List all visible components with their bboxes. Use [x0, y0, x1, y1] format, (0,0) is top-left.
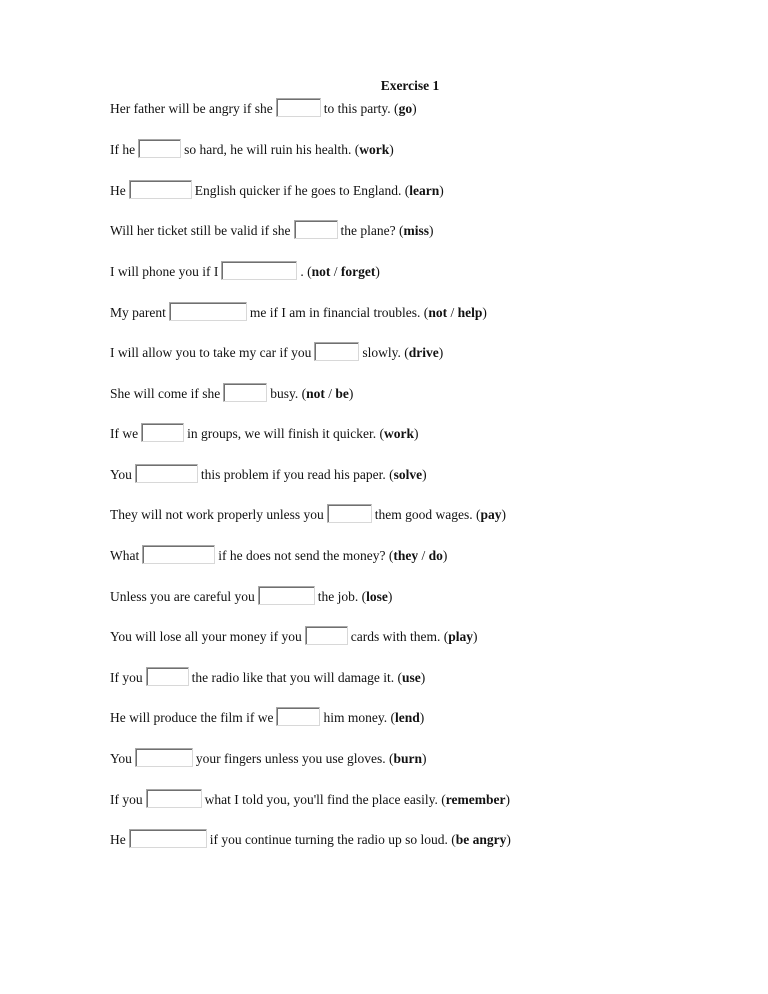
sentence-text-after: cards with them. (play) [350, 629, 478, 644]
sentence-text-before: My parent [110, 305, 166, 320]
verb-hint: be [335, 386, 349, 401]
sentence-text-before: You will lose all your money if you [110, 629, 302, 644]
answer-input[interactable] [223, 383, 267, 402]
sentence-text-before: What [110, 548, 140, 563]
sentence-text-after: English quicker if he goes to England. (learn) [194, 183, 444, 198]
answer-input[interactable] [258, 586, 315, 605]
answer-input[interactable] [276, 707, 320, 726]
sentence-text-after: this problem if you read his paper. (solve) [200, 467, 427, 482]
sentence-text-before: If he [110, 142, 136, 157]
sentence-text-after: if you continue turning the radio up so loud. (be angry) [209, 832, 511, 847]
verb-hint: lose [366, 589, 388, 604]
verb-hint: not [311, 264, 331, 279]
sentence-text-before: If you [110, 670, 143, 685]
sentence-text-after: them good wages. (pay) [374, 507, 506, 522]
answer-input[interactable] [276, 98, 321, 117]
sentence-line [110, 258, 380, 282]
verb-hint: lend [394, 710, 420, 725]
verb-hint: help [457, 305, 483, 320]
verb-hint: learn [409, 183, 440, 198]
verb-hint: burn [393, 751, 423, 766]
verb-hint: play [448, 629, 473, 644]
sentence-text-after: the radio like that you will damage it. (use) [191, 670, 426, 685]
sentence-text-after: if he does not send the money? (they / do) [218, 548, 448, 563]
sentence-line [110, 339, 443, 363]
sentence-text-before: He will produce the film if we [110, 710, 274, 725]
sentence-text-before: I will allow you to take my car if you [110, 345, 312, 360]
sentence-text-after: so hard, he will ruin his health. (work) [184, 142, 394, 157]
answer-input[interactable] [314, 342, 359, 361]
sentence-text-before: He [110, 832, 126, 847]
answer-input[interactable] [129, 829, 207, 848]
sentence-line [110, 664, 425, 688]
sentence-text-before: He [110, 183, 126, 198]
verb-hint: drive [408, 345, 439, 360]
verb-hint: go [398, 101, 413, 116]
sentence-text-after: him money. (lend) [323, 710, 425, 725]
answer-input[interactable] [142, 545, 215, 564]
sentence-line [110, 177, 444, 201]
sentence-line [110, 217, 434, 241]
sentence-text-after: me if I am in financial troubles. (not / help) [249, 305, 487, 320]
answer-input[interactable] [135, 464, 198, 483]
exercise-title: Exercise 1 [380, 78, 440, 93]
answer-input[interactable] [146, 667, 189, 686]
sentence-line [110, 704, 424, 728]
verb-hint: not [306, 386, 325, 401]
sentence-text-after: . (not / forget) [300, 264, 380, 279]
answer-input[interactable] [146, 789, 202, 808]
verb-hint: solve [393, 467, 423, 482]
sentence-line [110, 786, 510, 810]
sentence-text-after: the plane? (miss) [340, 223, 434, 238]
sentence-text-before: If you [110, 792, 143, 807]
sentence-line [110, 95, 417, 119]
sentence-line [110, 136, 394, 160]
sentence-text-before: I will phone you if I [110, 264, 219, 279]
sentence-line [110, 745, 427, 769]
answer-input[interactable] [221, 261, 297, 280]
sentence-line [110, 299, 487, 323]
answer-input[interactable] [135, 748, 193, 767]
sentence-text-before: Her father will be angry if she [110, 101, 273, 116]
verb-hint: forget [340, 264, 376, 279]
sentence-text-before: You [110, 467, 132, 482]
verb-hint: remember [445, 792, 506, 807]
answer-input[interactable] [294, 220, 338, 239]
answer-input[interactable] [327, 504, 372, 523]
verb-hint: miss [403, 223, 430, 238]
sentence-line [110, 542, 447, 566]
sentence-text-after: what I told you, you'll find the place easily. (remember) [204, 792, 510, 807]
answer-input[interactable] [129, 180, 192, 199]
sentence-line [110, 461, 427, 485]
sentence-line [110, 623, 478, 647]
verb-hint: pay [480, 507, 502, 522]
sentence-text-before: You [110, 751, 132, 766]
sentence-text-after: to this party. (go) [323, 101, 417, 116]
sentence-text-before: Will her ticket still be valid if she [110, 223, 291, 238]
verb-hint: they [393, 548, 419, 563]
sentence-line [110, 583, 392, 607]
sentence-line [110, 380, 353, 404]
verb-hint: not [428, 305, 448, 320]
sentence-text-after: slowly. (drive) [362, 345, 444, 360]
verb-hint: work [359, 142, 390, 157]
sentence-text-after: your fingers unless you use gloves. (burn) [195, 751, 427, 766]
sentence-text-after: the job. (lose) [317, 589, 393, 604]
sentence-line [110, 826, 511, 850]
sentence-text-before: They will not work properly unless you [110, 507, 324, 522]
verb-hint: use [401, 670, 421, 685]
sentence-text-before: If we [110, 426, 139, 441]
answer-input[interactable] [305, 626, 348, 645]
verb-hint: be angry [455, 832, 507, 847]
verb-hint: work [383, 426, 414, 441]
sentence-text-before: Unless you are careful you [110, 589, 255, 604]
sentence-text-before: She will come if she [110, 386, 221, 401]
sentence-line [110, 420, 418, 444]
verb-hint: do [428, 548, 443, 563]
answer-input[interactable] [141, 423, 184, 442]
sentence-text-after: in groups, we will finish it quicker. (work) [187, 426, 419, 441]
answer-input[interactable] [138, 139, 181, 158]
sentence-text-after: busy. (not / be) [270, 386, 354, 401]
sentence-line [110, 501, 506, 525]
answer-input[interactable] [169, 302, 247, 321]
